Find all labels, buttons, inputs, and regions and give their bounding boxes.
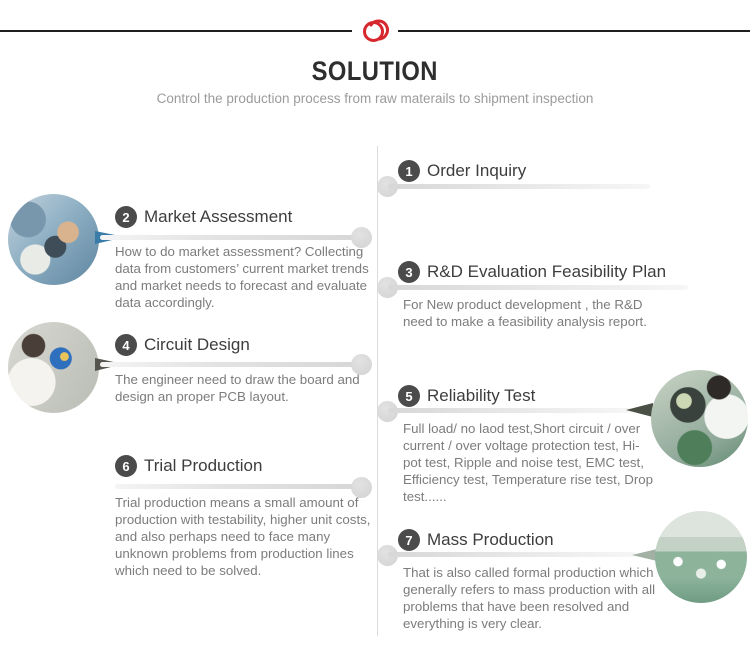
page-title: SOLUTION	[311, 56, 439, 86]
red-swirl-logo-icon	[360, 16, 390, 46]
step-description: Trial production means a small amount of production with testability, higher unit costs, and also perhaps need to face many unknown problems from production lines which need to be solved.	[115, 495, 371, 578]
connector-line	[100, 235, 354, 240]
connector-line	[115, 484, 355, 489]
step-description: For New product development , the R&D need to make a feasibility analysis report.	[403, 297, 647, 329]
oscilloscope-reliability-test-photo	[651, 370, 748, 467]
step-order-inquiry	[398, 160, 526, 182]
engineer-pcb-design-photo	[8, 322, 99, 413]
step-title: Mass Production	[427, 530, 554, 549]
step-number-badge: 2	[115, 206, 137, 228]
step-circuit-design	[115, 334, 250, 356]
step-number-badge: 6	[115, 455, 137, 477]
photo-pointer	[626, 403, 653, 417]
step-description: That is also called formal production which generally refers to mass production with all problems that have been resolved and everything is very clear.	[403, 565, 656, 631]
step-market-assessment	[115, 206, 292, 228]
step-mass-production	[398, 529, 554, 551]
connector-line	[388, 408, 632, 413]
step-description: Full load/ no laod test,Short circuit / over current / over voltage protection test, Hi-pot test, Ripple and noise test, EMC test, Efficiency test, Temperature rise test, Drop test......	[403, 421, 654, 504]
step-number-badge: 1	[398, 160, 420, 182]
page-subtitle: Control the production process from raw materails to shipment inspection	[156, 91, 594, 106]
step-title: Circuit Design	[144, 335, 250, 354]
step-trial-production	[115, 455, 262, 477]
step-title: Reliability Test	[427, 386, 536, 405]
step-title: R&D Evaluation Feasibility Plan	[427, 262, 667, 281]
step-number-badge: 7	[398, 529, 420, 551]
step-description: The engineer need to draw the board and design an proper PCB layout.	[115, 372, 360, 404]
step-description: How to do market assessment? Collecting data from customers’ current market trends and market needs to forecast and evaluate data accordingly.	[115, 244, 369, 310]
step-number-badge: 5	[398, 385, 420, 407]
connector-line	[100, 362, 354, 367]
step-title: Market Assessment	[144, 207, 293, 226]
step-number-badge: 4	[115, 334, 137, 356]
connector-line	[388, 552, 636, 557]
photo-pointer	[632, 549, 657, 561]
step-reliability-test	[398, 385, 535, 407]
connector-line	[388, 184, 650, 189]
brand-logo	[352, 13, 398, 49]
business-discussion-photo	[8, 194, 99, 285]
step-rd-evaluation	[398, 261, 666, 283]
step-number-badge: 3	[398, 261, 420, 283]
step-title: Trial Production	[144, 456, 263, 475]
step-title: Order Inquiry	[427, 161, 527, 180]
connector-line	[388, 285, 688, 290]
